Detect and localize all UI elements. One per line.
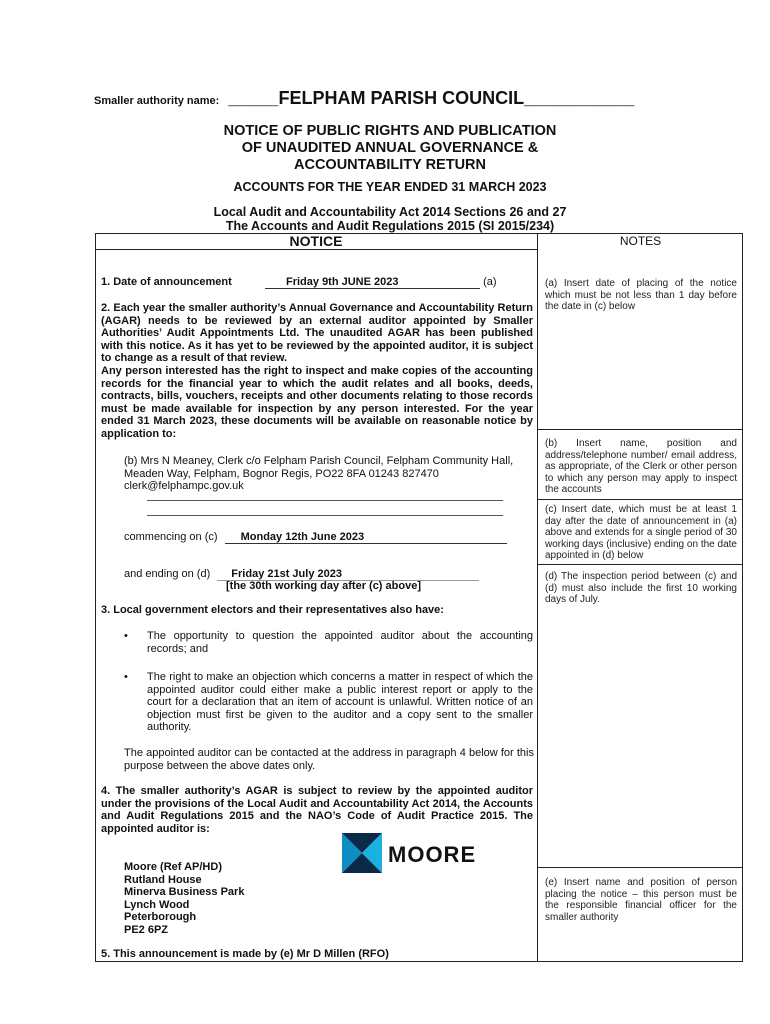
note-divider [538, 499, 743, 500]
note-c: (c) Insert date, which must be at least 1 day after the date of announcement in (a) above and extends for a single period of 30 working days (inclusive) ending on the date appointed in (d) below [545, 504, 737, 561]
inspection-contact [124, 455, 536, 493]
legislation-heading [110, 205, 670, 233]
title-line-1: NOTICE OF PUBLIC RIGHTS AND PUBLICATION [223, 123, 557, 139]
commencing-label: commencing on (c) [124, 531, 218, 543]
address-line: Rutland House [124, 873, 202, 886]
authority-name-line [94, 88, 635, 109]
section-2-rights: Any person interested has the right to inspect and make copies of the accounting records for the financial year to which the audit relates and all books, deeds, contracts, bills, vouchers, receipts and other documents relating to those records must be made available for inspection by any person interested. For the year ended 31 March 2023, these documents will be available on reasonable notice by application to: [101, 365, 533, 440]
section-2-intro: 2. Each year the smaller authority’s Annual Governance and Accountability Return (AGAR) needs to be reviewed by an external auditor appointed by Smaller Authorities’ Audit Appointments Ltd. The unaudited AGAR has been published with this notice. As it has yet to be reviewed by the appointed auditor, it is subject to change as a result of that review. [101, 302, 533, 364]
ending-note: [the 30th working day after (c) above] [226, 580, 421, 592]
title-line-3: ACCOUNTABILITY RETURN [294, 157, 486, 173]
contact-email: clerk@felphampc.gov.uk [124, 480, 244, 492]
note-divider [538, 564, 743, 565]
auditor-contact-note: The appointed auditor can be contacted at the address in paragraph 4 below for this purpose between the above dates only. [124, 747, 534, 772]
note-a: (a) Insert date of placing of the notice which must be not less than 1 day before the date in (c) below [545, 278, 737, 312]
authority-label: Smaller authority name: [94, 95, 220, 107]
commencing-date: Monday 12th June 2023 [225, 531, 507, 544]
note-e: (e) Insert name and position of person placing the notice – this person must be the responsible financial officer for the smaller authority [545, 877, 737, 923]
blank-line-1 [147, 500, 503, 501]
column-divider [537, 233, 538, 962]
address-line: Peterborough [124, 911, 197, 923]
blank-line-2 [147, 515, 503, 516]
note-d: (d) The inspection period between (c) and (d) must also include the first 10 working days of July. [545, 571, 737, 605]
commencing-row [124, 531, 524, 544]
section-3-heading: 3. Local government electors and their representatives also have: [101, 604, 444, 616]
note-divider [538, 867, 743, 868]
authority-prefix: _____ [228, 88, 279, 108]
contact-line-2: Meaden Way, Felpham, Bognor Regis, PO22 8FA 01243 827470 [124, 467, 439, 480]
notes-column-header: NOTES [619, 234, 662, 248]
bullet-2-text: The right to make an objection which concerns a matter in respect of which the appointed auditor could either make a public interest report or apply to the court for a declaration that an item of account is unlawful. Written notice of an objection must first be given to the auditor and a copy sent to the smaller authority. [147, 671, 533, 733]
regulations-reference: The Accounts and Audit Regulations 2015 (SI 2015/234) [225, 219, 555, 233]
note-b: (b) Insert name, position and address/telephone number/ email address, as appropriate, of the Clerk or other person to which any person may apply to inspect the accounts [545, 438, 737, 495]
address-line: Lynch Wood [124, 898, 190, 911]
act-reference: Local Audit and Accountability Act 2014 Sections 26 and 27 [213, 205, 567, 219]
section-5-text: 5. This announcement is made by (e) Mr D Millen (RFO) [101, 948, 389, 960]
announcement-date-label: 1. Date of announcement [101, 276, 232, 288]
notice-title [110, 123, 670, 174]
accounts-year-heading: ACCOUNTS FOR THE YEAR ENDED 31 MARCH 2023 [233, 180, 547, 194]
contact-line-1: (b) Mrs N Meaney, Clerk c/o Felpham Parish Council, Felpham Community Hall, [124, 455, 514, 467]
address-line: Moore (Ref AP/HD) [124, 861, 222, 873]
bullet-1-text: The opportunity to question the appointed auditor about the accounting records; and [147, 630, 533, 655]
header-underline [95, 249, 537, 250]
address-line: Minerva Business Park [124, 886, 245, 898]
section-4-text: 4. The smaller authority’s AGAR is subject to review by the appointed auditor under the provisions of the Local Audit and Accountability Act 2014, the Accounts and Audit Regulations 2015 and the NAO’s Code of Audit Practice 2015. The appointed auditor is: [101, 785, 533, 835]
announcement-date: Friday 9th JUNE 2023 [265, 276, 480, 289]
ending-label: and ending on (d) [124, 568, 211, 580]
announcement-date-row [265, 276, 497, 289]
ending-date: Friday 21st July 2023 [217, 568, 479, 581]
notice-column-header: NOTICE [289, 233, 343, 249]
title-line-2: OF UNAUDITED ANNUAL GOVERNANCE & [241, 140, 539, 156]
authority-suffix: ___________ [524, 88, 635, 108]
note-divider [538, 429, 743, 430]
announcement-date-ref: (a) [483, 276, 497, 288]
auditor-address [124, 861, 244, 936]
bullet-2: • [124, 671, 128, 683]
moore-logo-text: MOORE [388, 842, 477, 867]
address-line: PE2 6PZ [124, 923, 169, 936]
authority-name: FELPHAM PARISH COUNCIL [278, 88, 525, 108]
bullet-1: • [124, 630, 128, 642]
